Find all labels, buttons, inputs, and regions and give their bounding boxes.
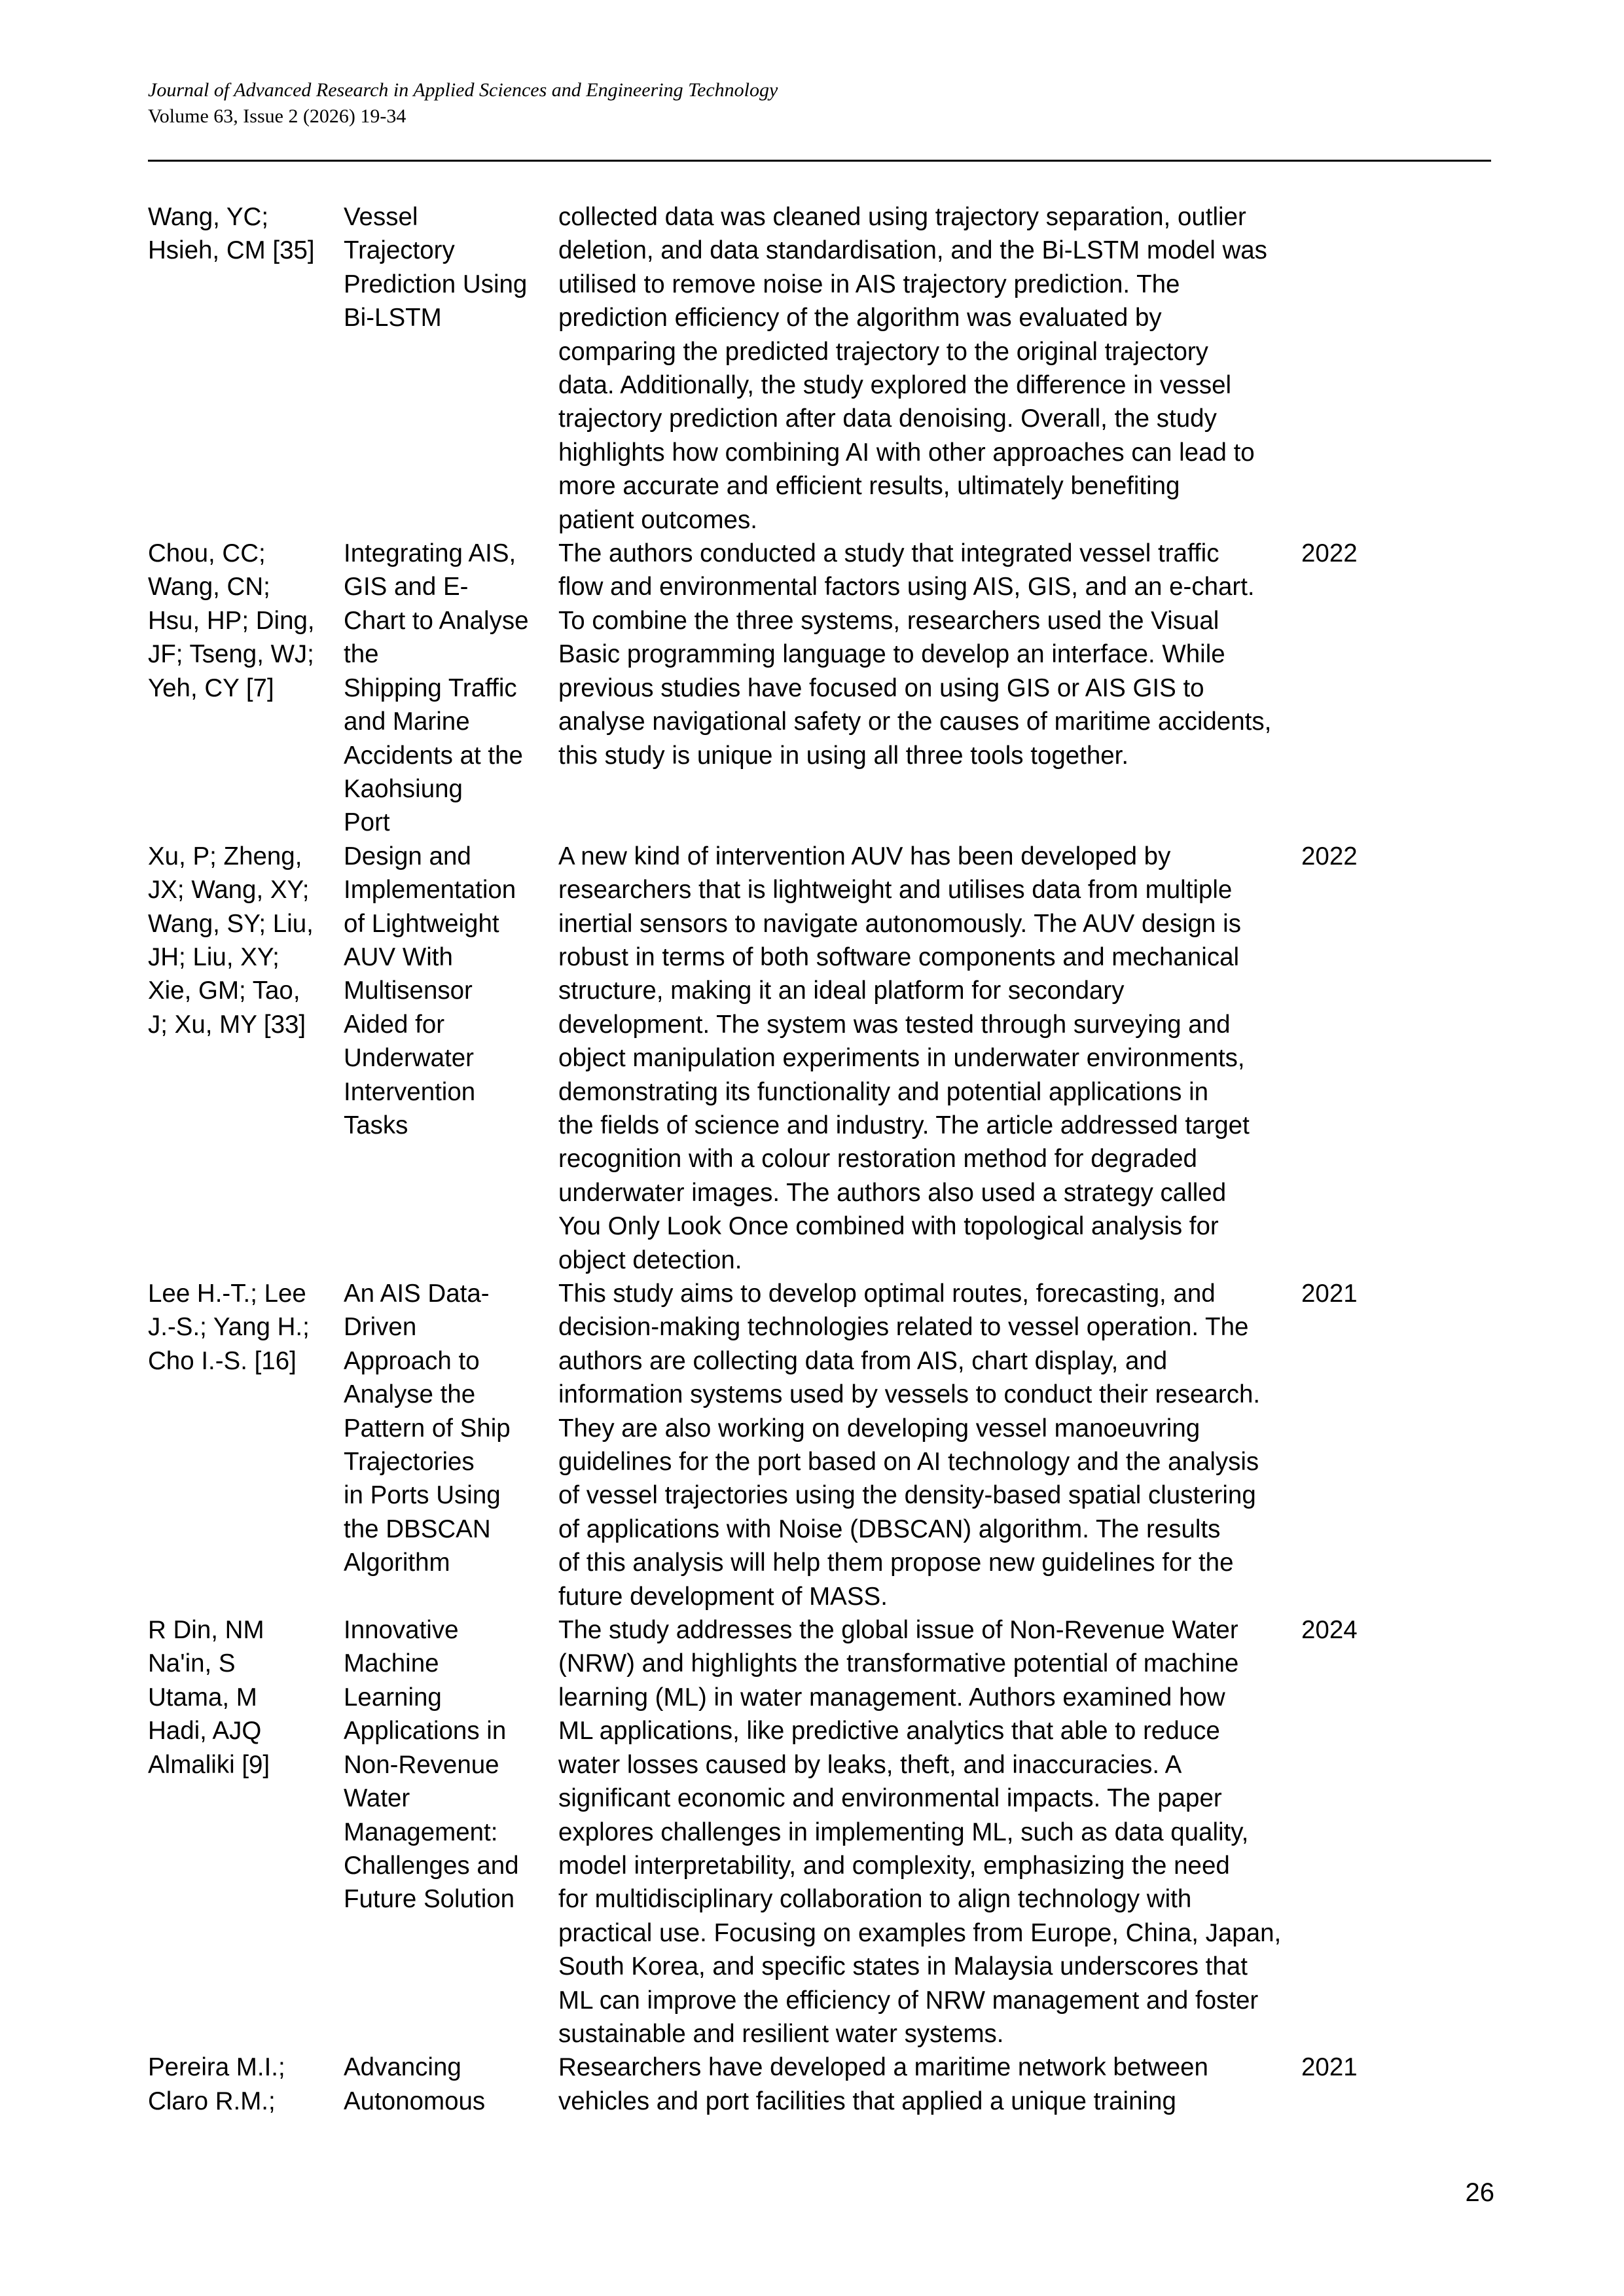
year-cell: 2021 bbox=[1301, 1280, 1358, 1308]
description-cell: collected data was cleaned using trajectory separation, outlier deletion, and data standardisation, and the Bi-LSTM model was utilised to remove noise in AIS trajectory prediction. The prediction efficiency of the algorithm was evaluated by comparing the predicted trajectory to the original trajectory data. Additionally, the study explored the difference in vessel trajectory prediction after data denoising. Overall, the study highlights how combining AI with other approaches can lead to more accurate and efficient results, ultimately benefiting patient outcomes. bbox=[558, 203, 1267, 534]
author-cell: Xu, P; Zheng, JX; Wang, XY; Wang, SY; Liu, JH; Liu, XY; Xie, GM; Tao, J; Xu, MY [33] bbox=[148, 842, 314, 1039]
year-cell: 2022 bbox=[1301, 842, 1358, 870]
author-cell: Pereira M.I.; Claro R.M.; bbox=[148, 2053, 285, 2115]
author-cell: Wang, YC; Hsieh, CM [35] bbox=[148, 203, 315, 265]
title-cell: Advancing Autonomous bbox=[344, 2053, 486, 2115]
literature-table bbox=[148, 200, 1496, 2118]
description-cell: This study aims to develop optimal routes, forecasting, and decision-making technologies related to vessel operation. The authors are collecting data from AIS, chart display, and information systems used by vessels to conduct their research. They are also working on developing vessel manoeuvring guidelines for the port based on AI technology and the analysis of vessel trajectories using the density-based spatial clustering of applications with Noise (DBSCAN) algorithm. The results of this analysis will help them propose new guidelines for the future development of MASS. bbox=[558, 1280, 1261, 1611]
table-row bbox=[148, 537, 1496, 840]
title-cell: Integrating AIS, GIS and E- Chart to Analyse the Shipping Traffic and Marine Accidents at the Kaohsiung Port bbox=[344, 539, 529, 837]
title-cell: An AIS Data- Driven Approach to Analyse the Pattern of Ship Trajectories in Ports Using the DBSCAN Algorithm bbox=[344, 1280, 511, 1577]
title-cell: Design and Implementation of Lightweight AUV With Multisensor Aided for Underwater Intervention Tasks bbox=[344, 842, 516, 1139]
table-row bbox=[148, 840, 1496, 1277]
year-cell: 2022 bbox=[1301, 539, 1358, 568]
table-row bbox=[148, 1277, 1496, 1613]
author-cell: R Din, NM Na'in, S Utama, M Hadi, AJQ Almaliki [9] bbox=[148, 1616, 270, 1779]
year-cell: 2021 bbox=[1301, 2053, 1358, 2082]
table-row bbox=[148, 1613, 1496, 2051]
header-rule bbox=[148, 160, 1491, 162]
author-cell: Chou, CC; Wang, CN; Hsu, HP; Ding, JF; Tseng, WJ; Yeh, CY [7] bbox=[148, 539, 315, 702]
table-row bbox=[148, 200, 1496, 537]
title-cell: Vessel Trajectory Prediction Using Bi-LSTM bbox=[344, 203, 528, 332]
description-cell: A new kind of intervention AUV has been developed by researchers that is lightweight and utilises data from multiple inertial sensors to navigate autonomously. The AUV design is robust in terms of both software components and mechanical structure, making it an ideal platform for secondary development. The system was tested through surveying and object manipulation experiments in underwater environments, demonstrating its functionality and potential applications in the fields of science and industry. The article addressed target recognition with a colour restoration method for degraded underwater images. The authors also used a strategy called You Only Look Once combined with topological analysis for object detection. bbox=[558, 842, 1250, 1274]
journal-title: Journal of Advanced Research in Applied Sciences and Engineering Technology bbox=[148, 79, 778, 101]
description-cell: Researchers have developed a maritime network between vehicles and port facilities that applied a unique training bbox=[558, 2053, 1208, 2115]
table-row bbox=[148, 2051, 1496, 2118]
author-cell: Lee H.-T.; Lee J.-S.; Yang H.; Cho I.-S. [16] bbox=[148, 1280, 310, 1375]
running-header bbox=[148, 77, 778, 130]
page-number: 26 bbox=[1465, 2178, 1494, 2207]
description-cell: The study addresses the global issue of Non-Revenue Water (NRW) and highlights the transformative potential of machine learning (ML) in water management. Authors examined how ML applications, like predictive analytics that able to reduce water losses caused by leaks, theft, and inaccuracies. A significant economic and environmental impacts. The paper explores challenges in implementing ML, such as data quality, model interpretability, and complexity, emphasizing the need for multidisciplinary collaboration to align technology with practical use. Focusing on examples from Europe, China, Japan, South Korea, and specific states in Malaysia underscores that ML can improve the efficiency of NRW management and foster sustainable and resilient water systems. bbox=[558, 1616, 1282, 2048]
description-cell: The authors conducted a study that integrated vessel traffic flow and environmental factors using AIS, GIS, and an e-chart. To combine the three systems, researchers used the Visual Basic programming language to develop an interface. While previous studies have focused on using GIS or AIS GIS to analyse navigational safety or the causes of maritime accidents, this study is unique in using all three tools together. bbox=[558, 539, 1272, 770]
volume-issue: Volume 63, Issue 2 (2026) 19-34 bbox=[148, 105, 406, 127]
title-cell: Innovative Machine Learning Applications in Non-Revenue Water Management: Challenges and Future Solution bbox=[344, 1616, 519, 1914]
year-cell: 2024 bbox=[1301, 1616, 1358, 1645]
